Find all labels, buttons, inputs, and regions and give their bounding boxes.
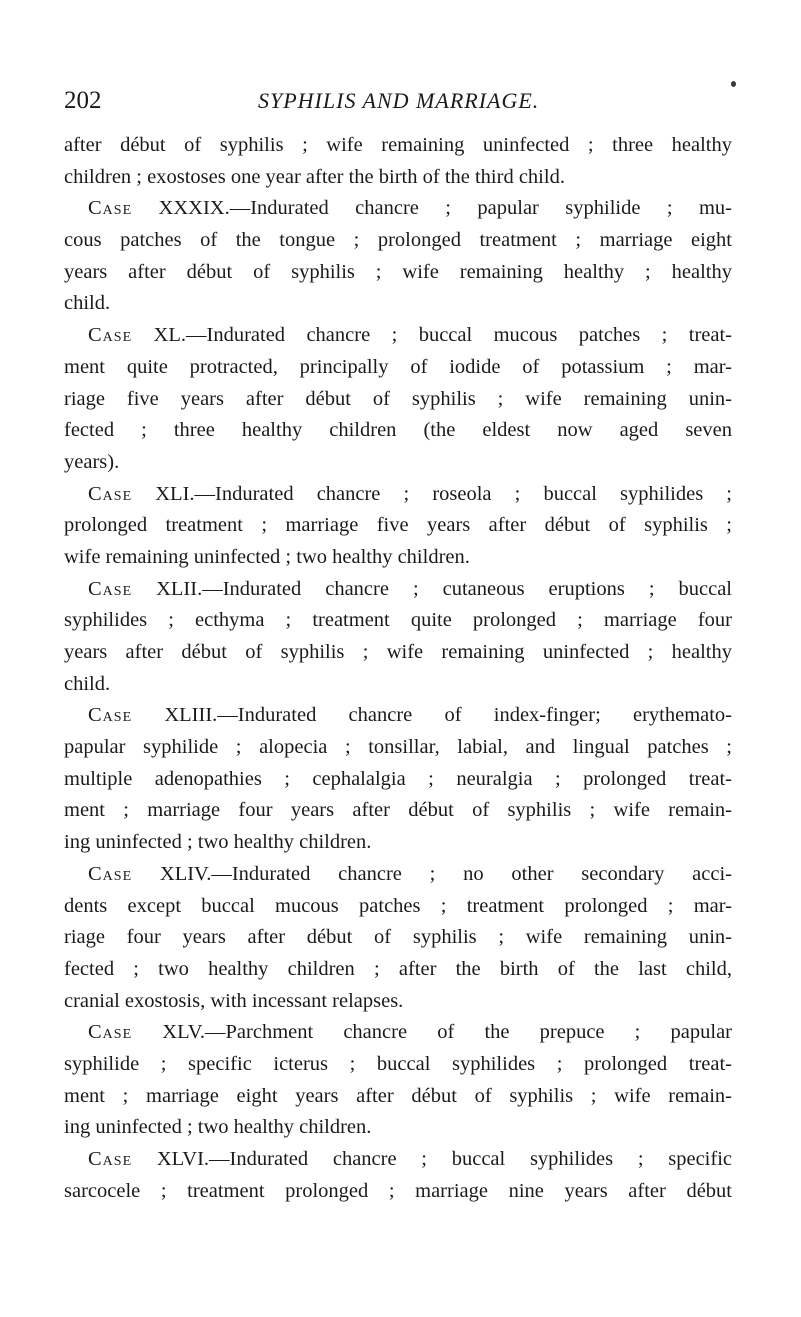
case-label: Case xyxy=(88,704,133,727)
line-text: syphilides ; ecthyma ; treatment quite prolonged ; marriage four xyxy=(64,609,732,632)
line-text: cranial exostosis, with incessant relapses. xyxy=(64,989,404,1012)
text-line xyxy=(64,764,732,796)
line-text: ment quite protracted, principally of iodide of potassium ; mar- xyxy=(64,355,732,378)
line-text: fected ; two healthy children ; after the birth of the last child, xyxy=(64,957,732,980)
text-line xyxy=(64,1144,732,1176)
line-text: XXXIX.—Indurated chancre ; papular syphilide ; mu- xyxy=(158,197,732,220)
text-line xyxy=(64,637,732,669)
text-line xyxy=(64,922,732,954)
line-text: cous patches of the tongue ; prolonged treatment ; marriage eight xyxy=(64,229,732,252)
case-label: Case xyxy=(88,862,133,885)
text-line xyxy=(64,1112,732,1144)
case-label: Case xyxy=(88,1148,133,1170)
line-text: sarcocele ; treatment prolonged ; marriage nine years after début xyxy=(64,1179,732,1202)
line-text: XL.—Indurated chancre ; buccal mucous patches ; treat- xyxy=(153,324,733,347)
line-text: syphilide ; specific icterus ; buccal syphilides ; prolonged treat- xyxy=(64,1052,732,1075)
line-text: riage four years after début of syphilis ; wife remaining unin- xyxy=(64,926,732,949)
line-text: children ; exostoses one year after the birth of the third child. xyxy=(64,165,565,188)
line-text: XLV.—Parchment chancre of the prepuce ; papular xyxy=(162,1021,732,1044)
text-line xyxy=(64,415,732,447)
text-line xyxy=(64,320,732,352)
page-header xyxy=(64,86,731,120)
text-line xyxy=(64,827,732,859)
text-line xyxy=(64,859,732,891)
line-text: dents except buccal mucous patches ; treatment prolonged ; mar- xyxy=(64,894,732,917)
text-line xyxy=(64,891,732,923)
line-text: ment ; marriage four years after début of syphilis ; wife remain- xyxy=(64,799,732,822)
text-line xyxy=(64,700,732,732)
case-label: Case xyxy=(88,1021,133,1044)
text-line xyxy=(64,954,732,986)
line-text: XLIV.—Indurated chancre ; no other secondary acci- xyxy=(159,862,732,885)
line-text: ing uninfected ; two healthy children. xyxy=(64,831,372,854)
line-text: multiple adenopathies ; cephalalgia ; neuralgia ; prolonged treat- xyxy=(64,767,732,790)
line-text: XLIII.—Indurated chancre of index-finger; erythemato- xyxy=(164,704,733,727)
case-label: Case xyxy=(88,482,133,505)
stray-ink-mark xyxy=(731,81,736,87)
line-text: ment ; marriage eight years after début of syphilis ; wife remain- xyxy=(64,1084,732,1107)
text-line xyxy=(64,479,732,511)
text-line xyxy=(64,447,732,479)
line-text: years). xyxy=(64,450,120,473)
text-line xyxy=(64,225,732,257)
line-text: ing uninfected ; two healthy children. xyxy=(64,1116,372,1139)
text-line xyxy=(64,510,732,542)
text-line xyxy=(64,384,732,416)
line-text: riage five years after début of syphilis ; wife remaining unin- xyxy=(64,387,732,410)
line-text: wife remaining uninfected ; two healthy children. xyxy=(64,545,470,568)
line-text: XLI.—Indurated chancre ; roseola ; buccal syphilides ; xyxy=(155,482,733,505)
case-label: Case xyxy=(88,577,133,600)
line-text: papular syphilide ; alopecia ; tonsillar, labial, and lingual patches ; xyxy=(64,736,732,759)
running-title: SYPHILIS AND MARRIAGE. xyxy=(258,88,540,113)
text-line xyxy=(64,732,732,764)
line-text: child. xyxy=(64,672,111,695)
line-text: years after début of syphilis ; wife remaining uninfected ; healthy xyxy=(64,641,732,663)
text-line xyxy=(64,1049,732,1081)
text-line xyxy=(64,542,732,574)
text-line xyxy=(64,162,732,194)
text-line xyxy=(64,605,732,637)
line-text: after début of syphilis ; wife remaining uninfected ; three healthy xyxy=(64,134,732,156)
case-label: Case xyxy=(88,324,133,347)
text-line xyxy=(64,352,732,384)
line-text: fected ; three healthy children (the eldest now aged seven xyxy=(64,419,732,442)
case-label: Case xyxy=(88,197,133,220)
text-line xyxy=(64,574,732,606)
line-text: years after début of syphilis ; wife remaining healthy ; healthy xyxy=(64,260,732,283)
page-number: 202 xyxy=(64,87,102,114)
text-line xyxy=(64,193,732,225)
line-text: XLII.—Indurated chancre ; cutaneous eruptions ; buccal xyxy=(156,577,732,600)
line-text: prolonged treatment ; marriage five years after début of syphilis ; xyxy=(64,514,732,537)
text-line xyxy=(64,130,732,162)
text-line xyxy=(64,1081,732,1113)
text-line xyxy=(64,257,732,289)
text-line xyxy=(64,986,732,1018)
text-line xyxy=(64,1176,732,1208)
text-line xyxy=(64,1017,732,1049)
text-line xyxy=(64,795,732,827)
line-text: child. xyxy=(64,292,111,315)
line-text: XLVI.—Indurated chancre ; buccal syphilides ; specific xyxy=(156,1148,732,1170)
text-line xyxy=(64,288,732,320)
page-body-text xyxy=(64,130,732,1207)
text-line xyxy=(64,669,732,701)
